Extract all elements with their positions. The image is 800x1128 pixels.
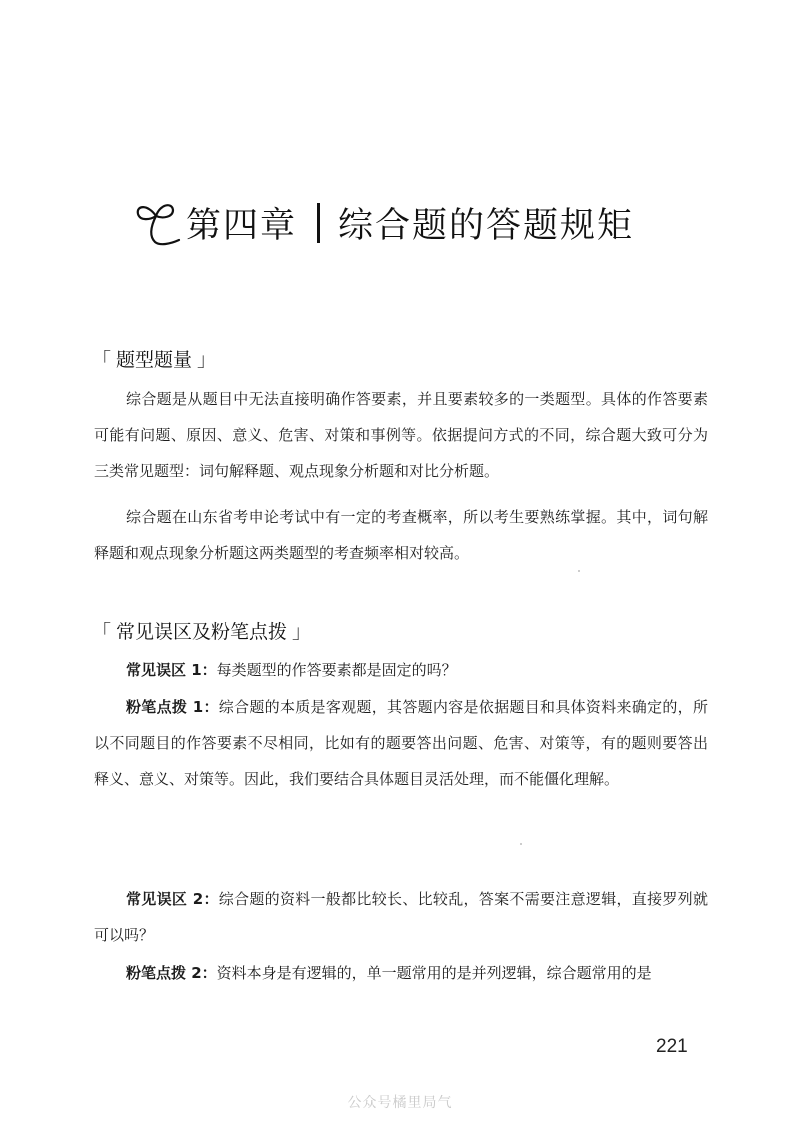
- tip-label: 粉笔点拨 2：: [126, 964, 217, 982]
- section-bracket-open: 「: [92, 621, 112, 643]
- misconception-1: [94, 652, 708, 688]
- tip-2: [94, 955, 708, 991]
- chapter-heading: [132, 196, 634, 250]
- misconception-text: 综合题的资料一般都比较长、比较乱，答案不需要注意逻辑，直接罗列就可以吗？: [94, 890, 708, 944]
- misconception-label: 常见误区 1：: [126, 661, 217, 679]
- paragraph-frequency: 综合题在山东省考申论考试中有一定的考查概率，所以考生要熟练掌握。其中，词句解释题和观点现象分析题这两类题型的考查频率相对较高。: [94, 508, 708, 562]
- section-title-text: 常见误区及粉笔点拨: [116, 621, 288, 643]
- tip-text: 资料本身是有逻辑的，单一题常用的是并列逻辑，综合题常用的是: [216, 964, 652, 982]
- chapter-title: 综合题的答题规矩: [338, 206, 635, 246]
- misconception-2: [94, 881, 708, 953]
- scan-speck: [578, 570, 580, 572]
- tip-1: [94, 689, 708, 797]
- section-bracket-close: 」: [292, 621, 312, 643]
- misconception-label: 常见误区 2：: [126, 890, 219, 908]
- scan-speck: [520, 843, 522, 845]
- section-bracket-open: 「: [92, 349, 112, 371]
- sprout-icon: [132, 196, 182, 250]
- paragraph-intro: 综合题是从题目中无法直接明确作答要素，并且要素较多的一类题型。具体的作答要素可能有问题、原因、意义、危害、对策和事例等。依据提问方式的不同，综合题大致可分为三类常见题型：词句解释题、观点现象分析题和对比分析题。: [94, 390, 708, 480]
- chapter-number: 第四章: [186, 206, 298, 246]
- page-number: 221: [656, 1036, 688, 1057]
- watermark-text: 公众号橘里局气: [347, 1095, 453, 1111]
- misconception-text: 每类题型的作答要素都是固定的吗？: [216, 661, 457, 679]
- section-title-misconceptions: [92, 617, 311, 644]
- tip-label: 粉笔点拨 1：: [126, 698, 219, 716]
- section-title-question-types: [92, 345, 216, 372]
- tip-text: 综合题的本质是客观题，其答题内容是依据题目和具体资料来确定的，所以不同题目的作答要素不尽相同，比如有的题要答出问题、危害、对策等，有的题则要答出释义、意义、对策等。因此，我们要结合具体题目灵活处理，而不能僵化理解。: [94, 698, 708, 788]
- chapter-divider: [317, 203, 320, 243]
- section-bracket-close: 」: [197, 349, 217, 371]
- section-title-text: 题型题量: [116, 349, 193, 371]
